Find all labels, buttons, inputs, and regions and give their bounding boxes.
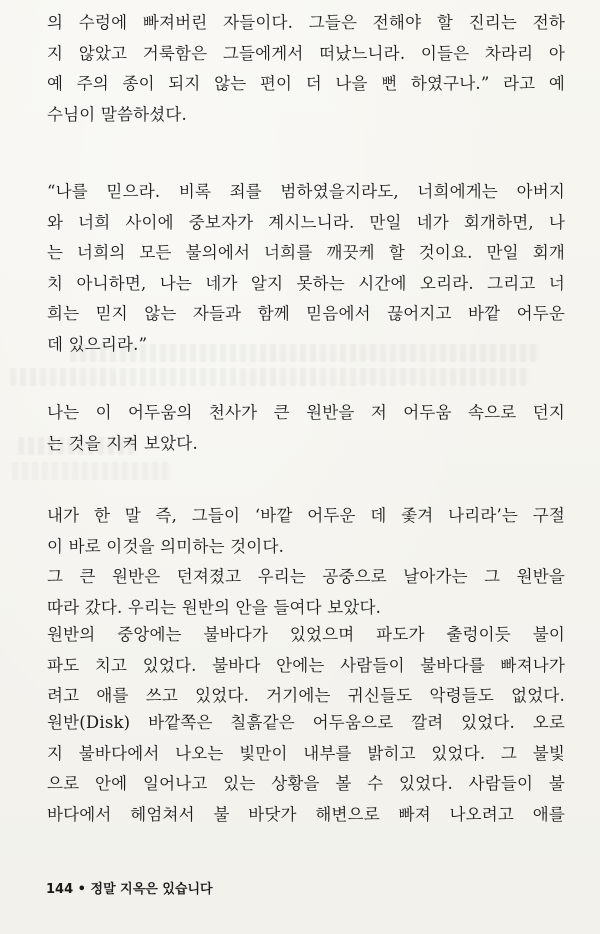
page-footer — [46, 878, 213, 897]
text-line: 는 것을 지켜 보았다. — [47, 433, 198, 453]
page-number: 144 — [46, 882, 74, 897]
show-through-text — [12, 462, 172, 480]
text-line: 내가 한 말 즉, 그들이 ‘바깥 어두운 데 좇겨 나리라’는 구절 — [47, 506, 565, 525]
text-line: 따라 갔다. 우리는 원반의 안을 들여다 보았다. — [47, 597, 382, 617]
text-line: 원반의 중앙에는 불바다가 있었으며 파도가 출렁이듯 불이 — [47, 625, 565, 644]
paragraph-1 — [47, 8, 565, 130]
paragraph-7 — [47, 708, 565, 830]
text-line: 와 너희 사이에 중보자가 계시느니라. 만일 네가 회개하면, 나 — [47, 212, 565, 232]
text-line: 는 너희의 모든 불의에서 너희를 깨끗케 할 것이요. 만일 회개 — [47, 243, 565, 262]
text-line: 희는 믿지 않는 자들과 함께 믿음에서 끊어지고 바깥 어두운 — [47, 304, 565, 323]
text-line: “나를 믿으라. 비록 죄를 범하였을지라도, 너희에게는 아버지 — [47, 182, 565, 201]
text-line: 지 불바다에서 나오는 빛만이 내부를 밝히고 있었다. 그 불빛 — [47, 743, 565, 763]
text-line: 나는 이 어두움의 천사가 큰 원반을 저 어두움 속으로 던지 — [47, 403, 565, 422]
text-line: 데 있으리라.” — [47, 334, 148, 354]
text-line: 예 주의 종이 되지 않는 편이 더 나을 뻔 하였구나.” 라고 예 — [47, 74, 565, 93]
paragraph-2 — [47, 177, 565, 360]
text-line: 바다에서 헤엄쳐서 불 바닷가 해변으로 빠져 나오려고 애를 — [47, 804, 565, 824]
text-line: 지 않았고 거룩함은 그들에게서 떠났느니라. 이들은 차라리 아 — [47, 43, 565, 63]
text-line: 의 수렁에 빠져버린 자들이다. 그들은 전해야 할 진리는 전하 — [47, 13, 565, 32]
text-line: 치 아니하면, 나는 네가 알지 못하는 시간에 오리라. 그리고 너 — [47, 273, 565, 293]
text-line: 수님이 말씀하셨다. — [47, 104, 188, 124]
text-line: 원반(Disk) 바깥쪽은 칠흙같은 어두움으로 깔려 있었다. 오로 — [47, 713, 565, 732]
paragraph-6 — [47, 620, 565, 712]
footer-separator: • — [77, 882, 86, 897]
text-line: 그 큰 원반은 던져졌고 우리는 공중으로 날아가는 그 원반을 — [47, 567, 565, 586]
paragraph-3 — [47, 398, 565, 459]
book-title: 정말 지옥은 있습니다 — [90, 882, 213, 897]
text-line: 파도 치고 있었다. 불바다 안에는 사람들이 불바다를 빠져나가 — [47, 655, 565, 675]
text-line: 려고 애를 쓰고 있었다. 거기에는 귀신들도 악령들도 없었다. — [47, 686, 565, 705]
text-line: 으로 안에 일어나고 있는 상황을 볼 수 있었다. 사람들이 불 — [47, 774, 565, 793]
show-through-text — [10, 368, 530, 386]
paragraph-5 — [47, 562, 565, 623]
text-line: 이 바로 이것을 의미하는 것이다. — [47, 536, 285, 556]
paragraph-4 — [47, 501, 565, 562]
